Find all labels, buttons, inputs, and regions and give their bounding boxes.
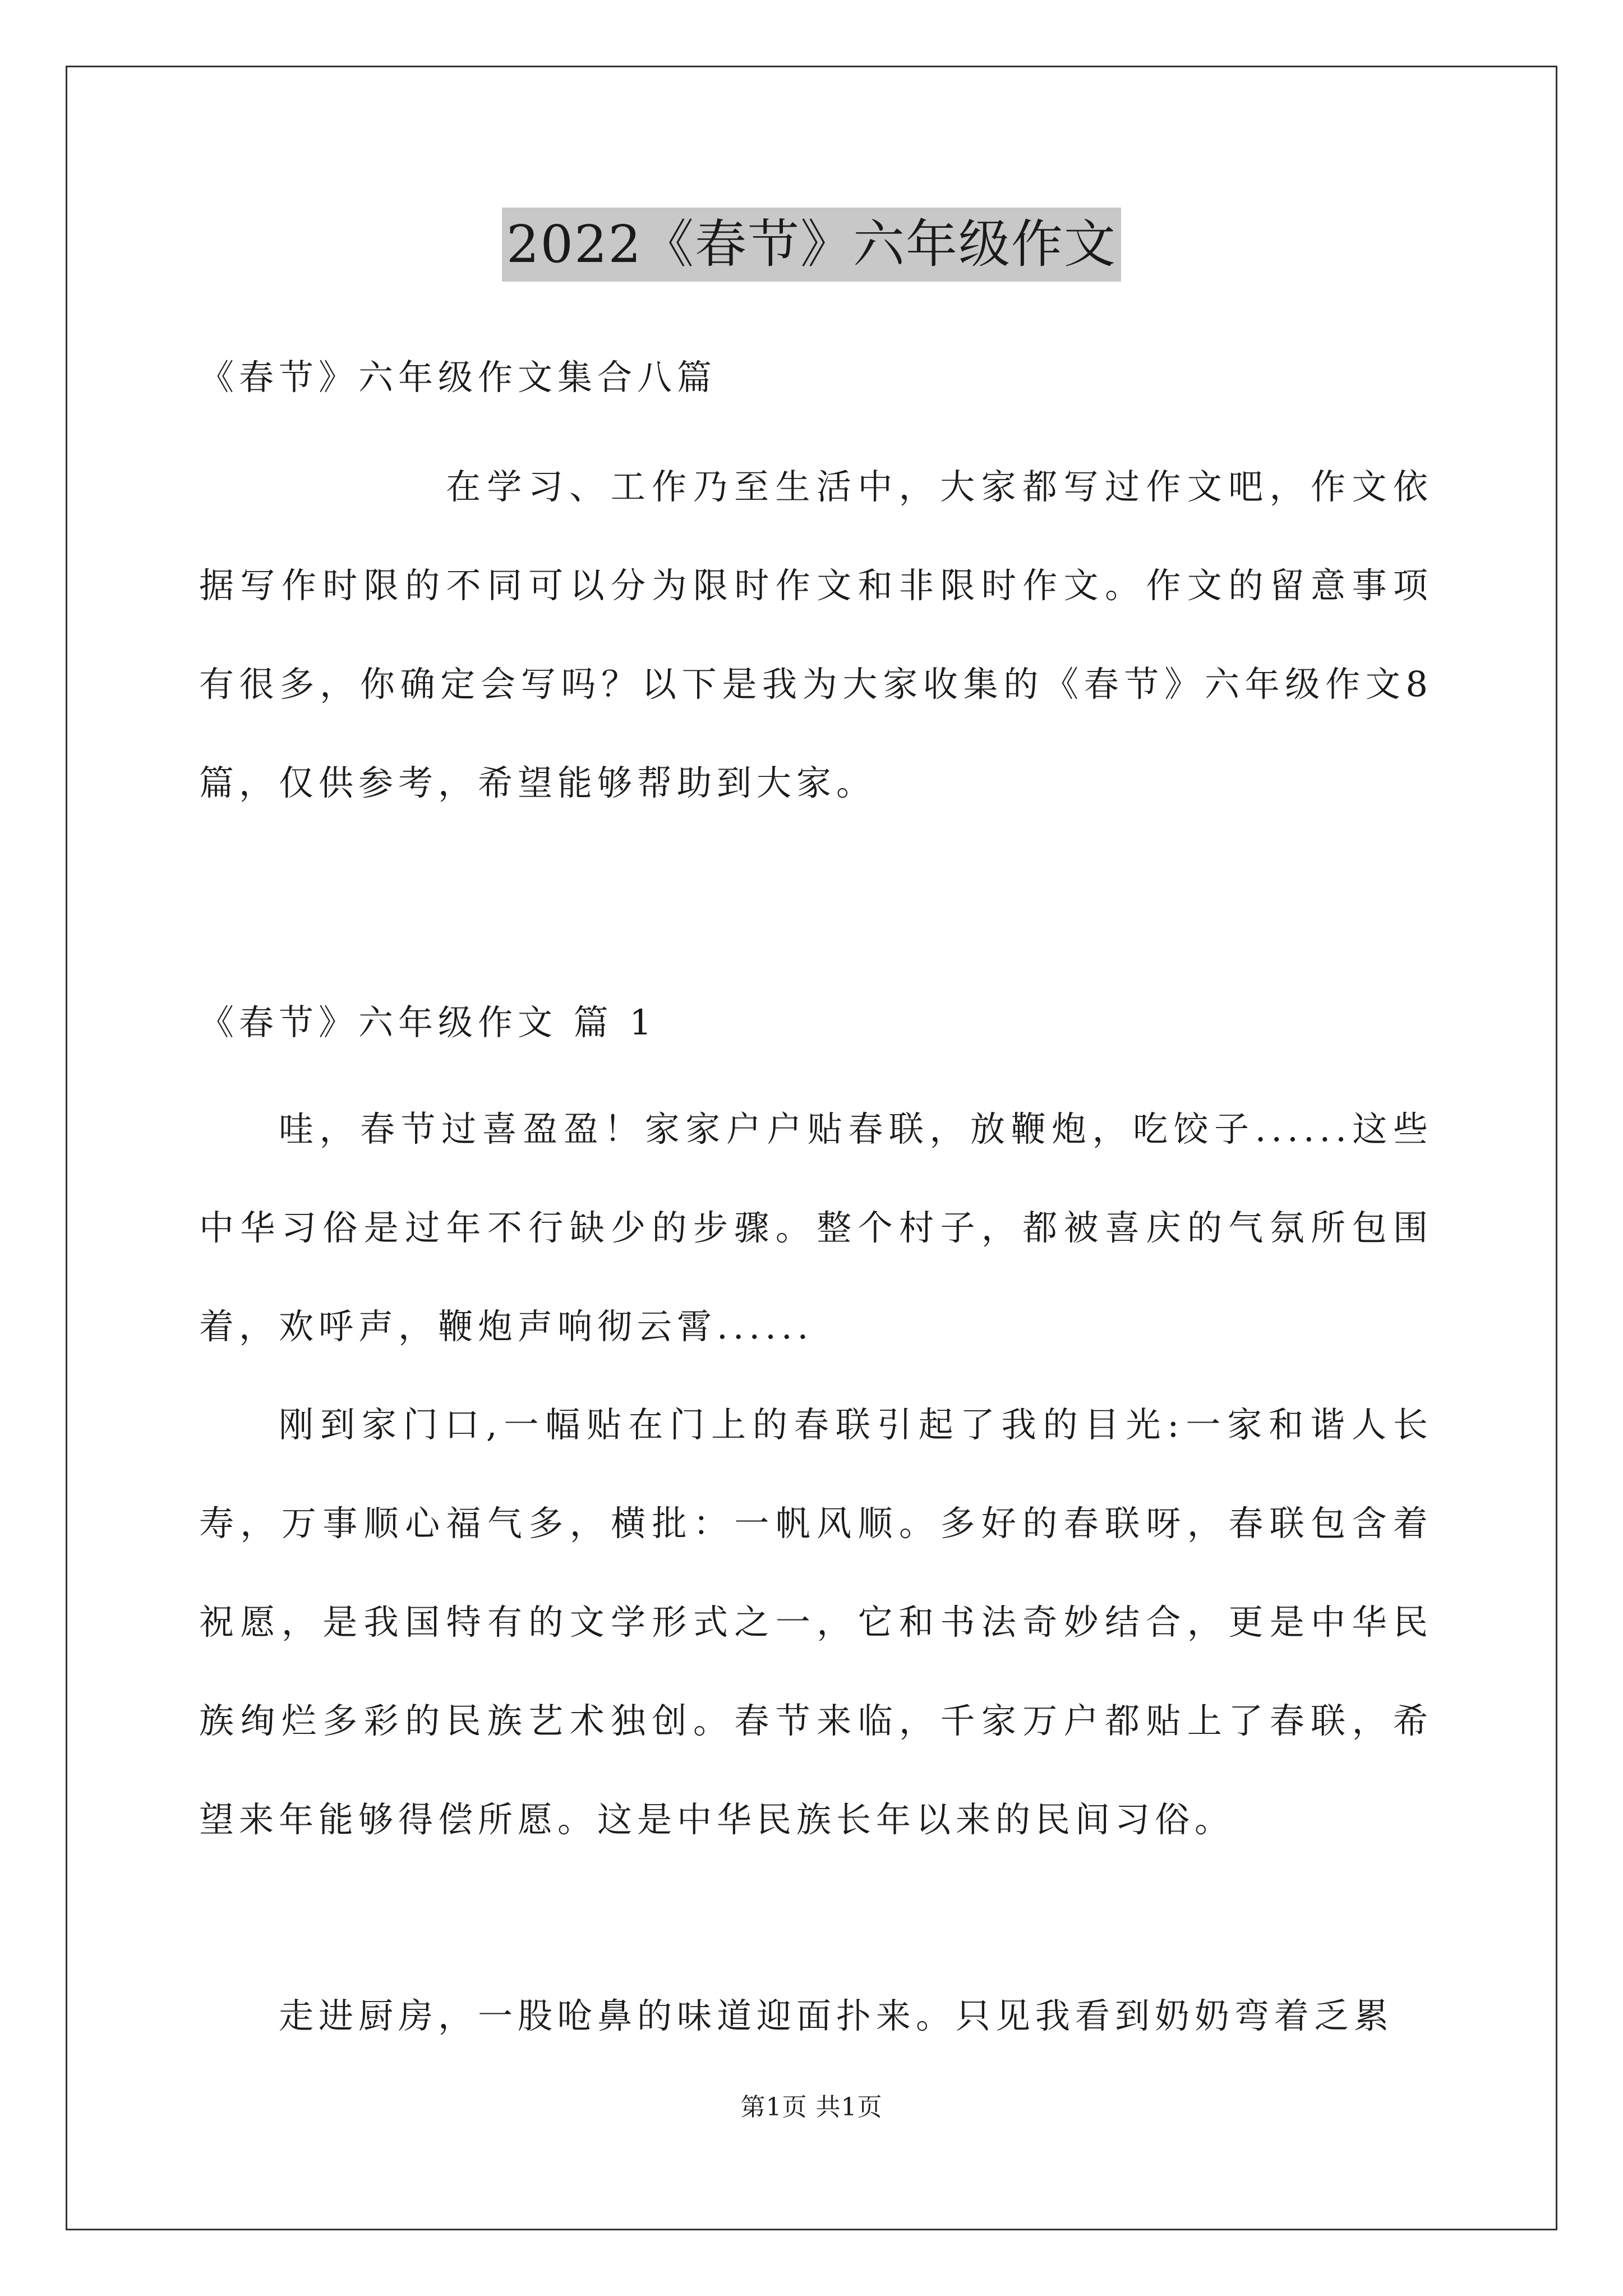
body-paragraph-2: 刚到家门口,一幅贴在门上的春联引起了我的目光:一家和谐人长寿，万事顺心福气多，横批：一帆风顺。多好的春联呀，春联包含着祝愿，是我国特有的文学形式之一，它和书法奇妙结合，更是中华民族绚烂多彩的民族艺术独创。春节来临，千家万户都贴上了春联，希望来年能够得偿所愿。这是中华民族长年以来的民间习俗。: [199, 1404, 1433, 1840]
body-paragraph-3: 走进厨房，一股呛鼻的味道迎面扑来。只见我看到奶奶弯着乏累: [279, 1995, 1394, 2036]
document-subtitle: 《春节》六年级作文集合八篇: [199, 357, 717, 398]
title-container: [0, 208, 1623, 282]
body-paragraph-1: 哇，春节过喜盈盈！家家户户贴春联，放鞭炮，吃饺子......这些中华习俗是过年不行缺少的步骤。整个村子，都被喜庆的气氛所包围着，欢呼声，鞭炮声响彻云霄......: [199, 1108, 1433, 1347]
page-footer: 第1页 共1页: [740, 2093, 883, 2122]
intro-paragraph: 在学习、工作乃至生活中，大家都写过作文吧，作文依据写作时限的不同可以分为限时作文和非限时作文。作文的留意事项有很多，你确定会写吗？以下是我为大家收集的《春节》六年级作文8篇，仅供参考，希望能够帮助到大家。: [199, 466, 1433, 803]
document-title: 2022《春节》六年级作文: [502, 208, 1121, 282]
section-heading: 《春节》六年级作文 篇 1: [199, 1002, 657, 1043]
